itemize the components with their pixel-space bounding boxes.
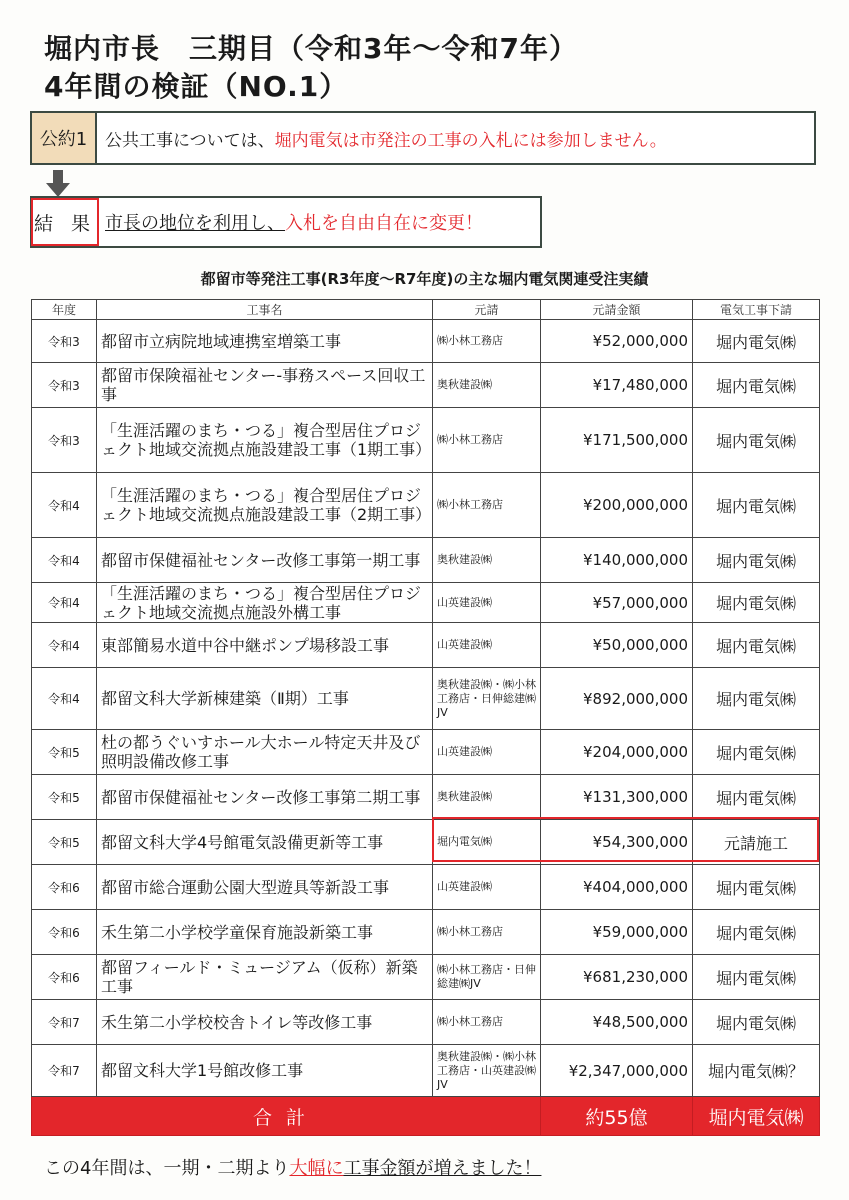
name-cell: 「生涯活躍のまち・つる」複合型居住プロジェクト地域交流拠点施設外構工事 [97, 583, 433, 623]
contractor-cell: 山英建設㈱ [433, 865, 541, 910]
year-cell: 令和5 [32, 820, 97, 865]
table-row [32, 910, 820, 955]
title-line-1: 堀内市長 三期目（令和3年～令和7年） [44, 32, 578, 65]
contractor-cell: 堀内電気㈱ [433, 820, 541, 865]
year-cell: 令和7 [32, 1000, 97, 1045]
year-cell: 令和4 [32, 583, 97, 623]
name-cell: 都留市総合運動公園大型遊具等新設工事 [97, 865, 433, 910]
amount-cell: ¥52,000,000 [541, 320, 693, 363]
sub-cell: 堀内電気㈱ [693, 730, 820, 775]
sub-cell: 堀内電気㈱ [693, 1000, 820, 1045]
name-cell: 都留市立病院地域連携室増築工事 [97, 320, 433, 363]
amount-cell: ¥200,000,000 [541, 473, 693, 538]
sub-cell: 堀内電気㈱ [693, 775, 820, 820]
table-row [32, 820, 820, 865]
table-title: 都留市等発注工事(R3年度～R7年度)の主な堀内電気関連受注実績 [200, 270, 649, 288]
year-cell: 令和3 [32, 320, 97, 363]
amount-cell: ¥17,480,000 [541, 363, 693, 408]
table-header-row [32, 300, 820, 320]
result-text-black: 市長の地位を利用し、 [105, 213, 285, 234]
contractor-cell: ㈱小林工務店 [433, 473, 541, 538]
table-row [32, 775, 820, 820]
contractor-cell: 奥秋建設㈱ [433, 363, 541, 408]
contractor-cell: ㈱小林工務店 [433, 320, 541, 363]
name-cell: 東部簡易水道中谷中継ポンプ場移設工事 [97, 623, 433, 668]
amount-cell: ¥171,500,000 [541, 408, 693, 473]
sub-cell: 堀内電気㈱ [693, 583, 820, 623]
sub-cell: 堀内電気㈱ [693, 668, 820, 730]
year-cell: 令和7 [32, 1045, 97, 1097]
year-cell: 令和5 [32, 775, 97, 820]
year-cell: 令和4 [32, 473, 97, 538]
sub-cell: 堀内電気㈱ [693, 320, 820, 363]
year-cell: 令和3 [32, 408, 97, 473]
result-box [30, 196, 542, 248]
header-amount: 元請金額 [541, 300, 693, 320]
down-arrow-icon [46, 170, 70, 198]
contractor-cell: ㈱小林工務店 [433, 408, 541, 473]
amount-cell: ¥59,000,000 [541, 910, 693, 955]
result-text [99, 209, 483, 235]
name-cell: 都留市保健福祉センター改修工事第二期工事 [97, 775, 433, 820]
total-sub: 堀内電気㈱ [693, 1097, 820, 1136]
table-row [32, 583, 820, 623]
contracts-table [31, 299, 820, 1136]
header-year: 年度 [32, 300, 97, 320]
sub-cell: 堀内電気㈱ [693, 473, 820, 538]
contractor-cell: 山英建設㈱ [433, 730, 541, 775]
contractor-cell: 山英建設㈱ [433, 583, 541, 623]
amount-cell: ¥404,000,000 [541, 865, 693, 910]
contractor-cell: 奥秋建設㈱・㈱小林工務店・日伸総建㈱JV [433, 668, 541, 730]
name-cell: 「生涯活躍のまち・つる」複合型居住プロジェクト地域交流拠点施設建設工事（1期工事） [97, 408, 433, 473]
result-tag: 結 果 [31, 198, 99, 246]
footer-pre: この4年間は、一期・二期より [44, 1158, 290, 1179]
total-row [32, 1097, 820, 1136]
contractor-cell: ㈱小林工務店・日伸総建㈱JV [433, 955, 541, 1000]
year-cell: 令和6 [32, 955, 97, 1000]
contractor-cell: 山英建設㈱ [433, 623, 541, 668]
sub-cell: 堀内電気㈱ [693, 363, 820, 408]
sub-cell: 堀内電気㈱ [693, 865, 820, 910]
contractor-cell: 奥秋建設㈱ [433, 538, 541, 583]
table-row [32, 1000, 820, 1045]
name-cell: 都留文科大学1号館改修工事 [97, 1045, 433, 1097]
year-cell: 令和6 [32, 865, 97, 910]
footer-red: 大幅に [289, 1158, 344, 1179]
table-row [32, 623, 820, 668]
sub-cell: 堀内電気㈱ [693, 538, 820, 583]
amount-cell: ¥50,000,000 [541, 623, 693, 668]
contractor-cell: 奥秋建設㈱ [433, 775, 541, 820]
footer-post: 工事金額が増えました！ [343, 1158, 542, 1179]
name-cell: 都留文科大学4号館電気設備更新等工事 [97, 820, 433, 865]
year-cell: 令和5 [32, 730, 97, 775]
promise-text-red: 堀内電気は市発注の工事の入札には参加しません。 [274, 130, 667, 151]
amount-cell: ¥54,300,000 [541, 820, 693, 865]
table-row [32, 668, 820, 730]
page-title [44, 30, 578, 106]
promise-tag: 公約1 [32, 113, 97, 163]
table-row [32, 408, 820, 473]
amount-cell: ¥57,000,000 [541, 583, 693, 623]
header-name: 工事名 [97, 300, 433, 320]
footer-text [44, 1154, 541, 1180]
year-cell: 令和6 [32, 910, 97, 955]
result-text-red: 入札を自由自在に変更！ [285, 213, 483, 234]
contractor-cell: 奥秋建設㈱・㈱小林工務店・山英建設㈱JV [433, 1045, 541, 1097]
table-row [32, 1045, 820, 1097]
amount-cell: ¥892,000,000 [541, 668, 693, 730]
table-row [32, 865, 820, 910]
sub-cell: 堀内電気㈱ [693, 623, 820, 668]
contractor-cell: ㈱小林工務店 [433, 910, 541, 955]
name-cell: 禾生第二小学校学童保育施設新築工事 [97, 910, 433, 955]
amount-cell: ¥681,230,000 [541, 955, 693, 1000]
name-cell: 都留文科大学新棟建築（Ⅱ期）工事 [97, 668, 433, 730]
amount-cell: ¥140,000,000 [541, 538, 693, 583]
name-cell: 都留フィールド・ミュージアム（仮称）新築工事 [97, 955, 433, 1000]
promise-text-black: 公共工事については、 [105, 130, 275, 151]
year-cell: 令和4 [32, 538, 97, 583]
amount-cell: ¥131,300,000 [541, 775, 693, 820]
title-line-2: 4年間の検証（NO.1） [44, 70, 349, 103]
name-cell: 杜の都うぐいすホール大ホール特定天井及び照明設備改修工事 [97, 730, 433, 775]
amount-cell: ¥2,347,000,000 [541, 1045, 693, 1097]
year-cell: 令和4 [32, 623, 97, 668]
sub-cell: 堀内電気㈱ [693, 408, 820, 473]
name-cell: 禾生第二小学校校舎トイレ等改修工事 [97, 1000, 433, 1045]
sub-cell: 堀内電気㈱ [693, 910, 820, 955]
year-cell: 令和3 [32, 363, 97, 408]
table-row [32, 538, 820, 583]
header-contractor: 元請 [433, 300, 541, 320]
name-cell: 都留市保健福祉センター改修工事第一期工事 [97, 538, 433, 583]
table-row [32, 363, 820, 408]
name-cell: 都留市保険福祉センター-事務スペース回収工事 [97, 363, 433, 408]
sub-cell: 堀内電気㈱？ [693, 1045, 820, 1097]
table-row [32, 955, 820, 1000]
table-row [32, 320, 820, 363]
table-row [32, 473, 820, 538]
table-row [32, 730, 820, 775]
header-sub: 電気工事下請 [693, 300, 820, 320]
sub-cell: 堀内電気㈱ [693, 955, 820, 1000]
total-amount: 約55億 [541, 1097, 693, 1136]
amount-cell: ¥204,000,000 [541, 730, 693, 775]
amount-cell: ¥48,500,000 [541, 1000, 693, 1045]
year-cell: 令和4 [32, 668, 97, 730]
sub-cell: 元請施工 [693, 820, 820, 865]
total-label: 合計 [32, 1097, 541, 1136]
name-cell: 「生涯活躍のまち・つる」複合型居住プロジェクト地域交流拠点施設建設工事（2期工事） [97, 473, 433, 538]
promise-text [97, 126, 667, 151]
contractor-cell: ㈱小林工務店 [433, 1000, 541, 1045]
promise-box [30, 111, 816, 165]
